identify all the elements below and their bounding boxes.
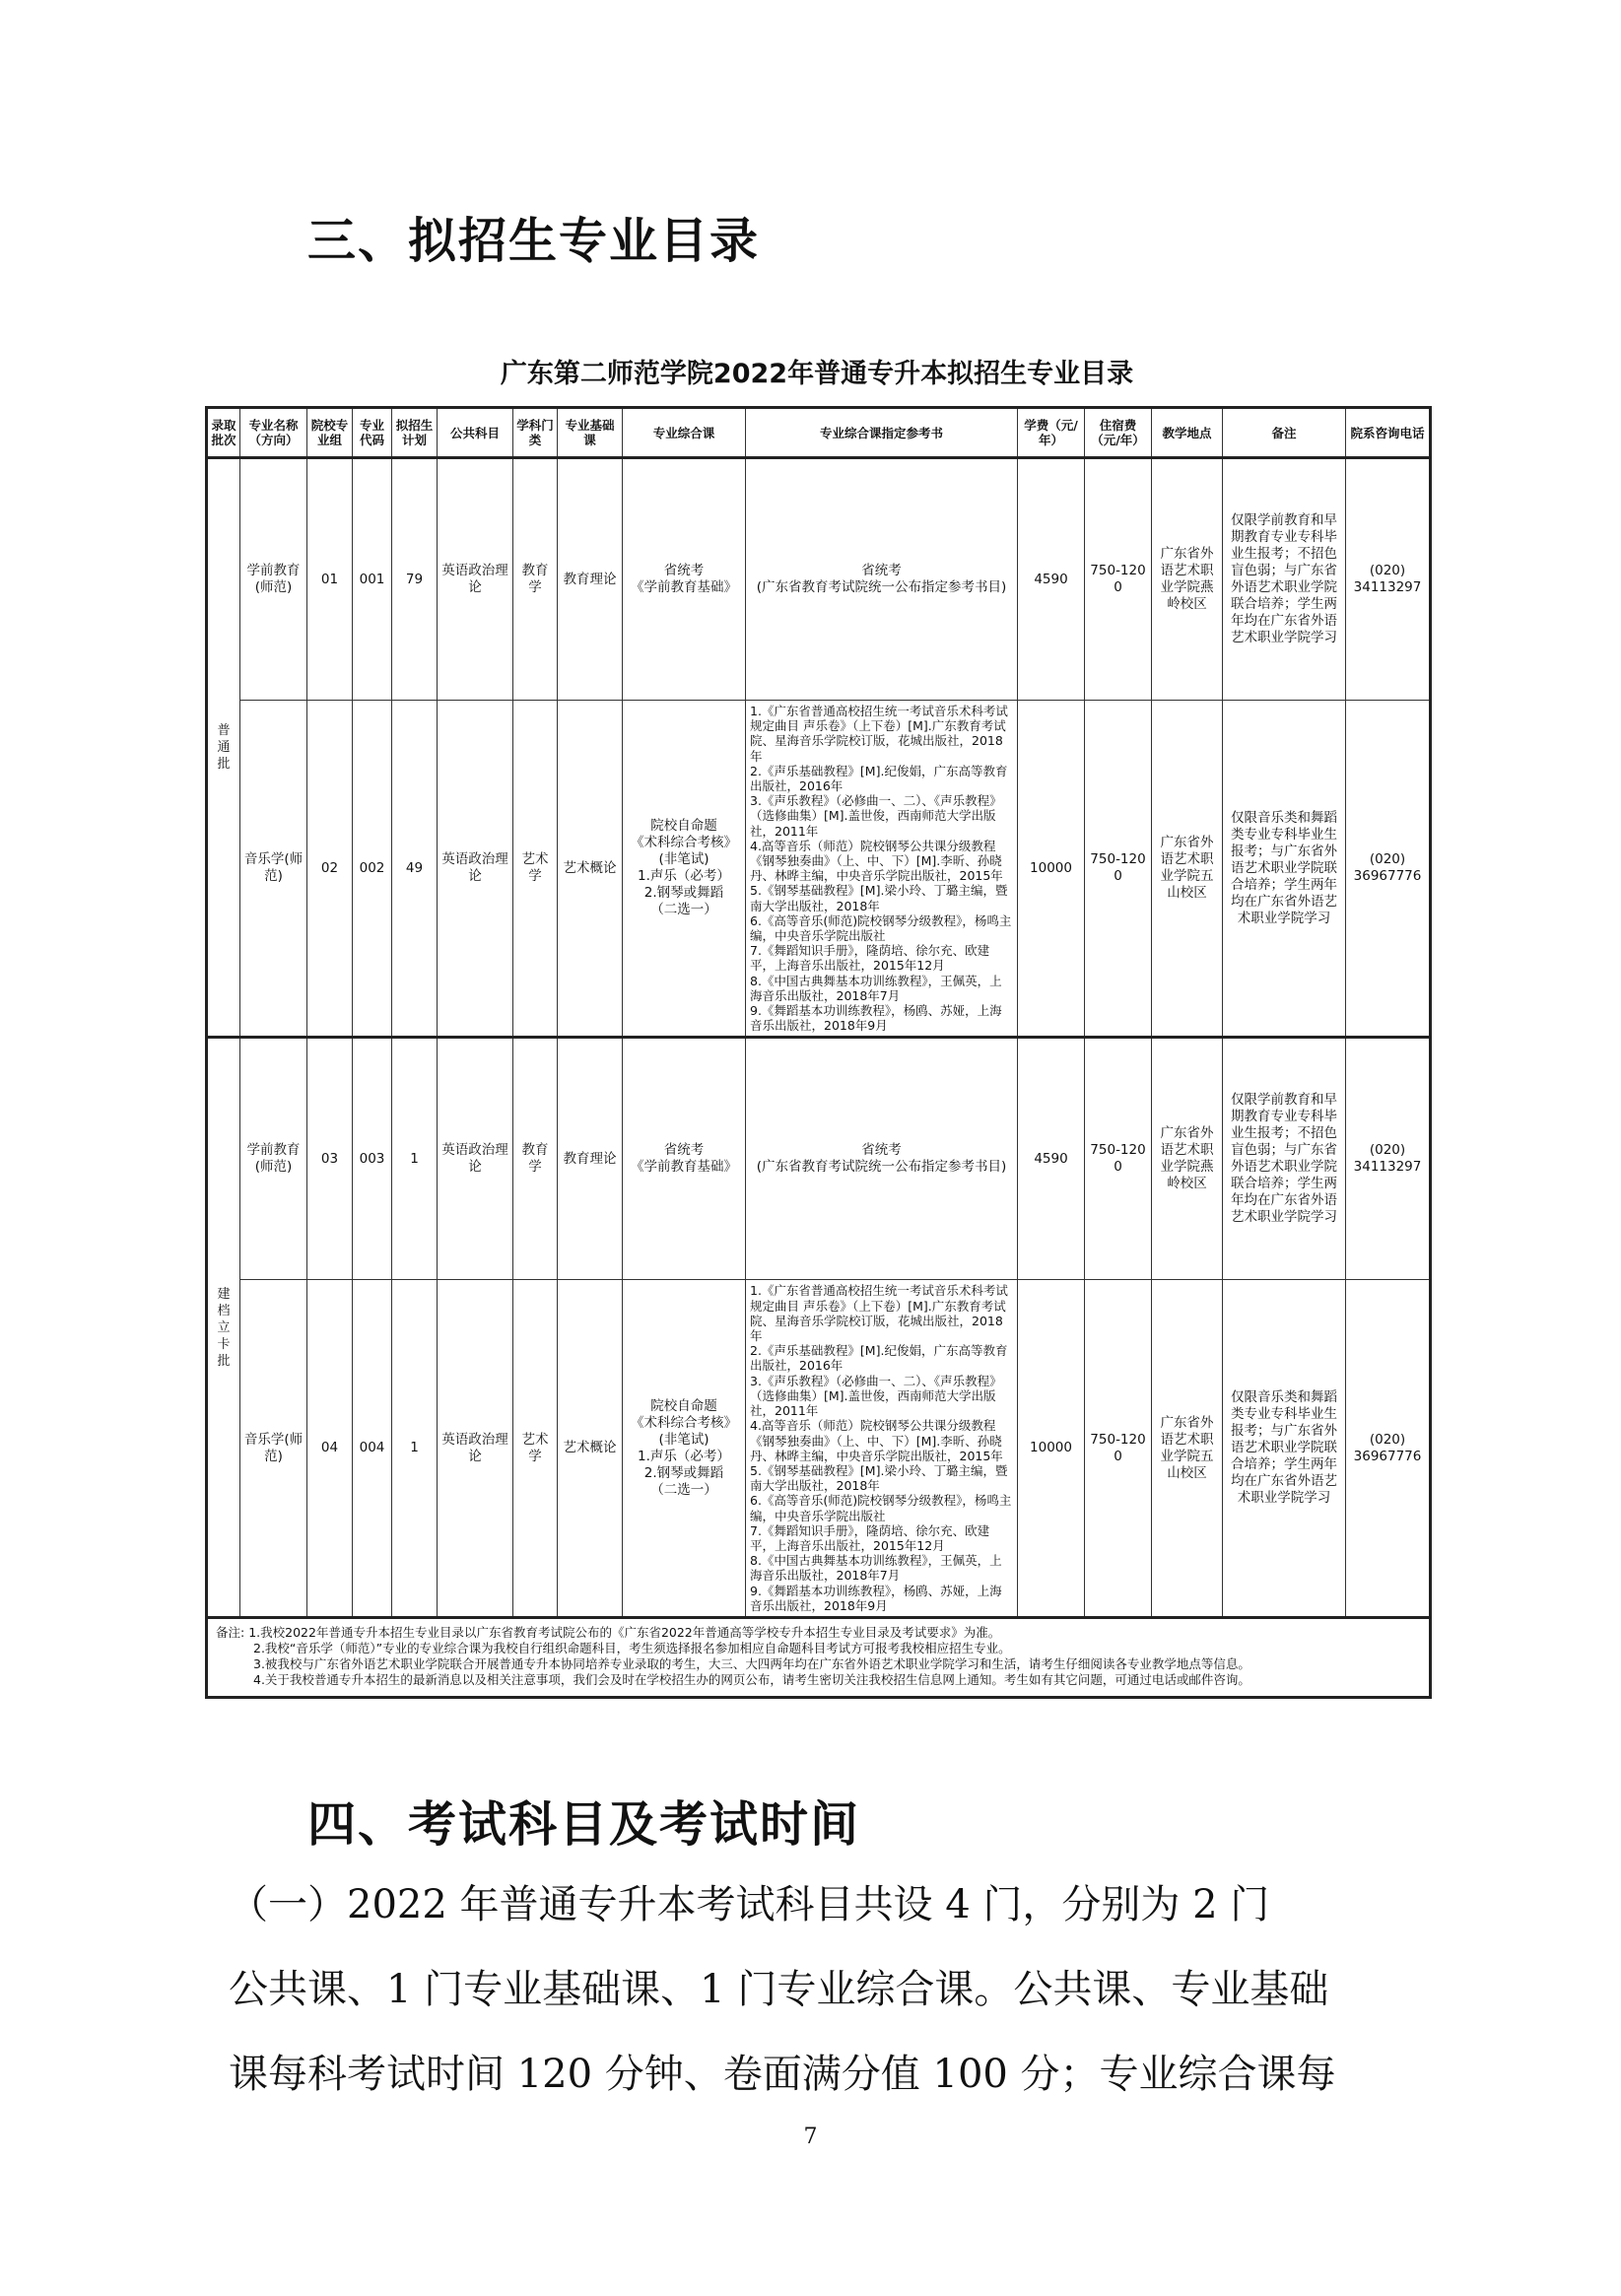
enroll-plan: 49 [392,701,438,1038]
major-name: 学前教育(师范) [240,458,307,701]
phone-line: 34113297 [1353,579,1422,595]
phone-line: 34113297 [1353,1159,1422,1176]
comprehensive-line: （二选一） [650,1481,717,1498]
comprehensive-line: (非笔试) [658,851,709,868]
paragraph-line: （一）2022 年普通专升本考试科目共设 4 门，分别为 2 门 [229,1882,1270,1927]
phone-line: (020) [1369,851,1406,868]
reference-book-item: 4.高等音乐（师范）院校钢琴公共课分级教程《钢琴独奏曲》（上、中、下）[M].李昕、孙晓丹、林晔主编，中央音乐学院出版社，2015年 [750,838,1003,884]
comprehensive-line: 1.声乐（必考） [638,1448,730,1464]
batch-cell: 普 通 批 [207,458,240,1038]
paragraph-line: 公共课、1 门专业基础课、1 门专业综合课。公共课、专业基础 [229,1967,1329,2012]
contact-phone [1346,701,1431,1038]
column-header: 专业代码 [353,408,392,458]
phone-line: (020) [1369,1431,1406,1448]
phone-line: 36967776 [1353,868,1422,885]
reference-book-item: 8.《中国古典舞基本功训练教程》，王佩英，上海音乐出版社，2018年7月 [750,1553,1002,1584]
table-row [207,1280,1431,1617]
reference-books [746,701,1018,1038]
table-body [207,458,1431,1698]
table-row [207,1038,1431,1280]
notes-label: 备注: [216,1624,245,1640]
column-header: 专业综合课指定参考书 [746,408,1018,458]
note-item: 2.我校“音乐学（师范）”专业的专业综合课为我校自行组织命题科目，考生须选择报名参加相应自命题科目考试方可报考我校相应招生专业。 [253,1640,1011,1655]
reference-book-item: 7.《舞蹈知识手册》，隆荫培、徐尔充、欧建平，上海音乐出版社，2015年12月 [750,943,990,974]
discipline-category: 艺术学 [513,701,558,1038]
batch-cell: 建 档 立 卡 批 [207,1038,240,1617]
comprehensive-line: 省统考 [663,563,705,578]
comprehensive-line: 《术科综合考核》 [631,1414,737,1431]
contact-phone [1346,458,1431,701]
enrollment-table [205,406,1432,1699]
group-code: 01 [307,458,353,701]
phone-line: (020) [1369,1142,1406,1159]
column-header: 院校专业组 [307,408,353,458]
table-row [207,458,1431,701]
comprehensive-line: 《学前教育基础》 [631,1159,737,1176]
major-code: 004 [353,1280,392,1617]
contact-phone [1346,1038,1431,1280]
reference-book-item: 4.高等音乐（师范）院校钢琴公共课分级教程《钢琴独奏曲》（上、中、下）[M].李昕、孙晓丹、林晔主编，中央音乐学院出版社，2015年 [750,1418,1003,1463]
comprehensive-line: (非笔试) [658,1431,709,1448]
notes-row [207,1617,1431,1697]
comprehensive-line: 《术科综合考核》 [631,835,737,851]
comprehensive-line: 2.钢琴或舞蹈 [643,885,724,902]
paragraph-line: 课每科考试时间 120 分钟、卷面满分值 100 分；专业综合课每 [229,2052,1336,2097]
remark: 仅限学前教育和早期教育专业专科毕业生报考；不招色盲色弱；与广东省外语艺术职业学院联合培养；学生两年均在广东省外语艺术职业学院学习 [1223,1038,1346,1280]
note-line [216,1625,1421,1641]
group-code: 04 [307,1280,353,1617]
comprehensive-course [623,1038,746,1280]
foundation-course: 艺术概论 [558,701,623,1038]
teaching-location: 广东省外语艺术职业学院燕岭校区 [1152,458,1223,701]
reference-book-item: 省统考 [861,563,902,578]
teaching-location: 广东省外语艺术职业学院五山校区 [1152,1280,1223,1617]
group-code: 02 [307,701,353,1038]
reference-book-item: 5.《钢琴基础教程》[M].梁小玲、丁璐主编，暨南大学出版社，2018年 [750,883,1008,913]
major-name: 音乐学(师范) [240,701,307,1038]
reference-book-item: 6.《高等音乐(师范)院校钢琴分级教程》，杨鸣主编，中央音乐学院出版社 [750,912,1012,944]
reference-book-item: 1.《广东省普通高校招生统一考试音乐术科考试规定曲目 声乐卷》（上下卷）[M].广东教育考试院、星海音乐学院校订版，花城出版社，2018年 [750,1283,1008,1344]
remark: 仅限学前教育和早期教育专业专科毕业生报考；不招色盲色弱；与广东省外语艺术职业学院联合培养；学生两年均在广东省外语艺术职业学院学习 [1223,458,1346,701]
enroll-plan: 1 [392,1038,438,1280]
table-row [207,701,1431,1038]
reference-book-item: (广东省教育考试院统一公布指定参考书目) [756,579,1007,595]
remark: 仅限音乐类和舞蹈类专业专科毕业生报考；与广东省外语艺术职业学院联合培养；学生两年均在广东省外语艺术职业学院学习 [1223,1280,1346,1617]
comprehensive-line: 2.钢琴或舞蹈 [643,1464,724,1481]
tuition-fee: 10000 [1018,1280,1085,1617]
comprehensive-line: 1.声乐（必考） [638,868,730,885]
column-header: 备注 [1223,408,1346,458]
teaching-location: 广东省外语艺术职业学院燕岭校区 [1152,1038,1223,1280]
reference-book-item: 9.《舞蹈基本功训练教程》，杨鸥、苏娅，上海音乐出版社，2018年9月 [750,1583,1002,1613]
tuition-fee: 4590 [1018,458,1085,701]
group-code: 03 [307,1038,353,1280]
major-code: 002 [353,701,392,1038]
reference-book-item: 9.《舞蹈基本功训练教程》，杨鸥、苏娅，上海音乐出版社，2018年9月 [750,1003,1002,1034]
comprehensive-line: 院校自命题 [650,818,717,835]
phone-line: 36967776 [1353,1448,1422,1464]
comprehensive-course [623,701,746,1038]
lodging-fee: 750-1200 [1085,701,1152,1038]
reference-book-item: 7.《舞蹈知识手册》，隆荫培、徐尔充、欧建平，上海音乐出版社，2015年12月 [750,1522,990,1553]
major-name: 音乐学(师范) [240,1280,307,1617]
discipline-category: 教育学 [513,1038,558,1280]
exam-paragraph [229,1862,1411,2117]
foundation-course: 教育理论 [558,1038,623,1280]
comprehensive-course [623,458,746,701]
notes-cell [207,1617,1431,1697]
comprehensive-line: 省统考 [663,1142,705,1159]
enroll-plan: 1 [392,1280,438,1617]
tuition-fee: 10000 [1018,701,1085,1038]
page-number: 7 [803,2125,818,2149]
lodging-fee: 750-1200 [1085,1038,1152,1280]
comprehensive-line: 《学前教育基础》 [631,579,737,595]
foundation-course: 艺术概论 [558,1280,623,1617]
reference-book-item: 2.《声乐基础教程》[M].纪俊娟，广东高等教育出版社，2016年 [750,1343,1008,1374]
column-header: 专业名称（方向） [240,408,307,458]
major-code: 001 [353,458,392,701]
column-header: 学科门类 [513,408,558,458]
phone-line: (020) [1369,563,1406,578]
discipline-category: 教育学 [513,458,558,701]
section-4-title: 四、考试科目及考试时间 [307,1796,861,1853]
public-subjects: 英语政治理论 [438,1280,513,1617]
reference-book-item: 5.《钢琴基础教程》[M].梁小玲、丁璐主编，暨南大学出版社，2018年 [750,1462,1008,1494]
comprehensive-course [623,1280,746,1617]
reference-book-item: (广东省教育考试院统一公布指定参考书目) [756,1159,1007,1176]
public-subjects: 英语政治理论 [438,458,513,701]
note-item: 3.被我校与广东省外语艺术职业学院联合开展普通专升本协同培养专业录取的考生，大三、大四两年均在广东省外语艺术职业学院学习和生活，请考生仔细阅读各专业教学地点等信息。 [253,1655,1250,1671]
reference-book-item: 2.《声乐基础教程》[M].纪俊娟，广东高等教育出版社，2016年 [750,763,1008,794]
column-header: 住宿费（元/年） [1085,408,1152,458]
tuition-fee: 4590 [1018,1038,1085,1280]
major-code: 003 [353,1038,392,1280]
reference-books [746,1280,1018,1617]
column-header: 公共科目 [438,408,513,458]
comprehensive-line: （二选一） [650,902,717,918]
column-header: 专业基础课 [558,408,623,458]
column-header: 学费（元/年） [1018,408,1085,458]
reference-book-item: 省统考 [861,1142,902,1159]
enrollment-table-wrapper [205,406,1432,1699]
remark: 仅限音乐类和舞蹈类专业专科毕业生报考；与广东省外语艺术职业学院联合培养；学生两年均在广东省外语艺术职业学院学习 [1223,701,1346,1038]
public-subjects: 英语政治理论 [438,701,513,1038]
lodging-fee: 750-1200 [1085,458,1152,701]
reference-book-item: 6.《高等音乐(师范)院校钢琴分级教程》，杨鸣主编，中央音乐学院出版社 [750,1493,1012,1523]
discipline-category: 艺术学 [513,1280,558,1617]
column-header: 教学地点 [1152,408,1223,458]
column-header: 拟招生计划 [392,408,438,458]
column-header: 院系咨询电话 [1346,408,1431,458]
foundation-course: 教育理论 [558,458,623,701]
enroll-plan: 79 [392,458,438,701]
column-header: 录取批次 [207,408,240,458]
comprehensive-line: 院校自命题 [650,1397,717,1414]
reference-book-item: 3.《声乐教程》（必修曲一、二）、《声乐教程》（选修曲集）[M].盖世俊，西南师范大学出版社，2011年 [750,793,1002,839]
reference-books [746,1038,1018,1280]
note-item: 1.我校2022年普通专升本招生专业目录以广东省教育考试院公布的《广东省2022年普通高等学校专升本招生专业目录及考试要求》为准。 [248,1624,1001,1640]
column-header: 专业综合课 [623,408,746,458]
table-title: 广东第二师范学院2022年普通专升本拟招生专业目录 [500,359,1134,389]
section-3-title: 三、拟招生专业目录 [307,213,761,269]
reference-book-item: 8.《中国古典舞基本功训练教程》，王佩英，上海音乐出版社，2018年7月 [750,973,1002,1003]
reference-books [746,458,1018,701]
contact-phone [1346,1280,1431,1617]
lodging-fee: 750-1200 [1085,1280,1152,1617]
reference-book-item: 3.《声乐教程》（必修曲一、二）、《声乐教程》（选修曲集）[M].盖世俊，西南师范大学出版社，2011年 [750,1373,1002,1419]
reference-book-item: 1.《广东省普通高校招生统一考试音乐术科考试规定曲目 声乐卷》（上下卷）[M].广东教育考试院、星海音乐学院校订版，花城出版社，2018年 [750,704,1008,764]
table-header-row [207,408,1431,458]
public-subjects: 英语政治理论 [438,1038,513,1280]
teaching-location: 广东省外语艺术职业学院五山校区 [1152,701,1223,1038]
note-item: 4.关于我校普通专升本招生的最新消息以及相关注意事项，我们会及时在学校招生办的网页公布，请考生密切关注我校招生信息网上通知。考生如有其它问题，可通过电话或邮件咨询。 [253,1671,1250,1687]
major-name: 学前教育(师范) [240,1038,307,1280]
